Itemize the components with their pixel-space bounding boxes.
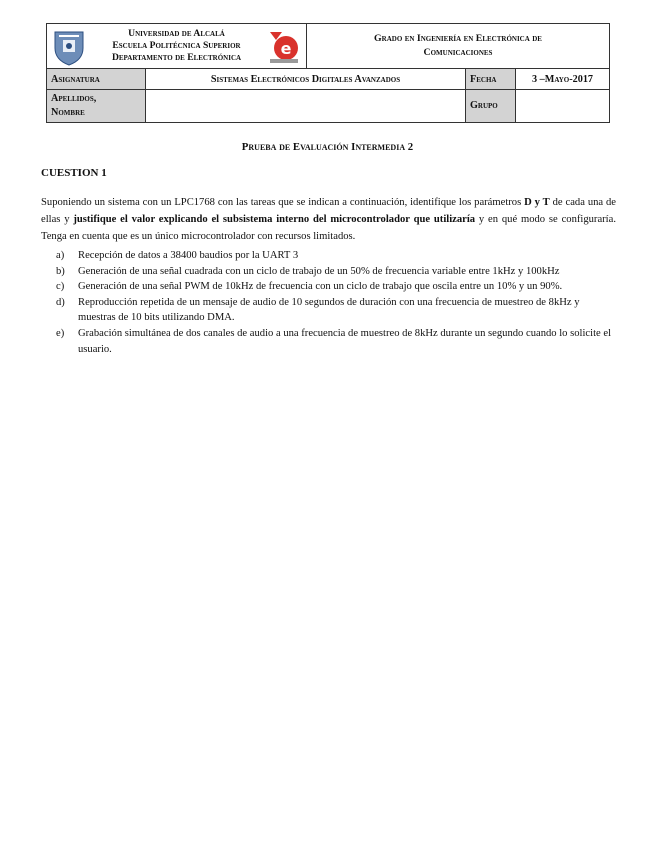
intro-paragraph: [41, 194, 616, 245]
header-table: [46, 23, 610, 123]
intro-bold-2: justifique el valor explicando el subsistema interno del microcontrolador que utilizaría: [73, 214, 476, 225]
list-item-text: Generación de una señal cuadrada con un ciclo de trabajo de un 50% de frecuencia variable entre 1kHz y 100kHz: [78, 265, 560, 277]
list-item-text: Generación de una señal PWM de 10kHz de frecuencia con un ciclo de trabajo que oscila entre un 10% y un 90%.: [78, 281, 563, 293]
grupo-label: Grupo: [466, 90, 516, 123]
list-item-text: Grabación simultánea de dos canales de audio a una frecuencia de muestreo de 8kHz durante un segundo cuando lo solicite el usuario.: [78, 327, 612, 355]
list-item: [56, 326, 616, 357]
list-item-text: Recepción de datos a 38400 baudios por la UART 3: [78, 250, 299, 261]
list-item: [56, 279, 616, 295]
grupo-field[interactable]: [516, 90, 610, 123]
intro-text-3: y en qué modo se configuraría. Tenga en cuenta que es un único microcontrolador con recursos limitados.: [41, 214, 616, 242]
apellidos-field[interactable]: [146, 90, 466, 123]
intro-text-2: de cada una de ellas y: [41, 197, 617, 225]
list-item: [56, 248, 616, 264]
list-item-letter: b): [56, 265, 65, 277]
task-list: [56, 248, 616, 357]
degree-cell: [307, 24, 610, 69]
list-item-letter: c): [56, 281, 65, 293]
degree-line-2: Comunicaciones: [423, 47, 493, 58]
list-item: [56, 295, 616, 326]
degree-line-1: Grado en Ingeniería en Electrónica de: [374, 33, 542, 44]
department-logo-letter: e: [280, 39, 292, 58]
intro-text-1: Suponiendo un sistema con un LPC1768 con las tareas que se indican a continuación, identifique los parámetros: [41, 197, 525, 208]
university-cell: [47, 24, 307, 69]
asignatura-label: Asignatura: [47, 69, 146, 90]
section-heading: CUESTION 1: [41, 167, 107, 179]
asignatura-value: Sistemas Electrónicos Digitales Avanzados: [146, 69, 466, 90]
document-title: Prueba de Evaluación Intermedia 2: [241, 141, 414, 153]
university-name: Universidad de Alcalá: [128, 28, 225, 39]
apellidos-label: [47, 90, 146, 123]
department-logo-icon: [266, 26, 302, 66]
list-item-letter: e): [56, 327, 65, 339]
intro-bold-1: D y T: [524, 197, 550, 208]
department-name: Departamento de Electrónica: [111, 52, 242, 63]
apellidos-label-line1: Apellidos,: [51, 93, 97, 104]
fecha-value: 3 –Mayo-2017: [516, 69, 610, 90]
apellidos-label-line2: Nombre: [51, 107, 85, 118]
school-name: Escuela Politécnica Superior: [112, 40, 241, 51]
list-item-text: Reproducción repetida de un mensaje de audio de 10 segundos de duración con una frecuencia de muestreo de 8kHz y muestras de 10 bits utilizando DMA.: [78, 296, 580, 324]
fecha-label: Fecha: [466, 69, 516, 90]
university-crest-icon: [51, 26, 87, 66]
list-item-letter: a): [56, 250, 65, 261]
list-item-letter: d): [56, 296, 65, 308]
list-item: [56, 264, 616, 280]
